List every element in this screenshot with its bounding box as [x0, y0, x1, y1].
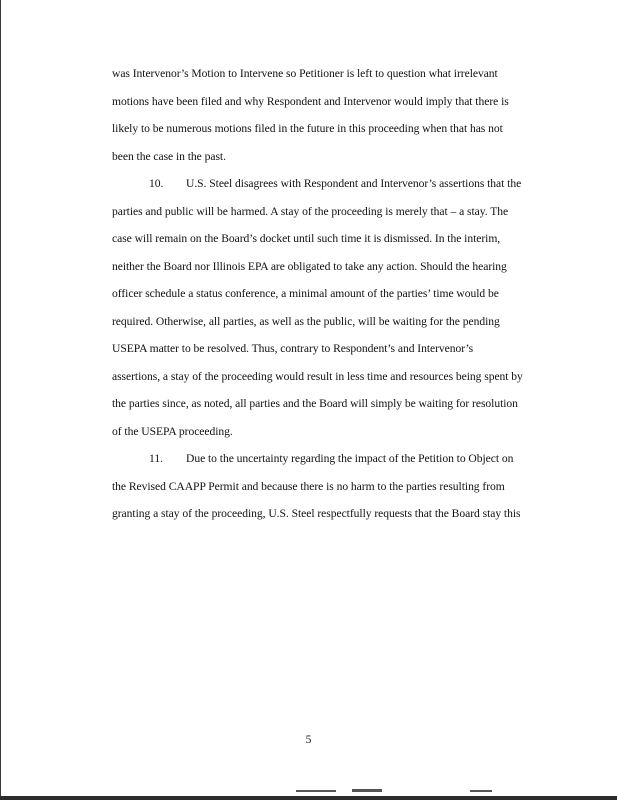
paragraph-number: 10. [149, 177, 164, 190]
paragraph-text: U.S. Steel disagrees with Respondent and Intervenor’s assertions that the [186, 177, 522, 190]
paragraph-number: 11. [149, 452, 163, 465]
text-line: granting a stay of the proceeding, U.S. Steel respectfully requests that the Board stay this [112, 507, 521, 520]
text-line: assertions, a stay of the proceeding would result in less time and resources being spent by [112, 370, 523, 383]
text-line: of the USEPA proceeding. [112, 425, 233, 438]
paragraph-text: Due to the uncertainty regarding the impact of the Petition to Object on [186, 452, 514, 465]
text-line: the parties since, as noted, all parties and the Board will simply be waiting for resolution [112, 397, 518, 410]
scan-artifact [296, 790, 336, 792]
scan-edge-left [0, 0, 1, 800]
page-number: 5 [305, 733, 312, 746]
paragraph-10-first-line [149, 177, 579, 191]
text-line: required. Otherwise, all parties, as well as the public, will be waiting for the pending [112, 315, 500, 328]
scan-artifact [352, 789, 382, 792]
scan-artifact [470, 790, 492, 792]
text-line: neither the Board nor Illinois EPA are obligated to take any action. Should the hearing [112, 260, 507, 273]
scan-edge-bottom [0, 796, 617, 800]
text-line: case will remain on the Board’s docket until such time it is dismissed. In the interim, [112, 232, 501, 245]
text-line: been the case in the past. [112, 150, 226, 163]
text-line: motions have been filed and why Respondent and Intervenor would imply that there is [112, 95, 509, 108]
text-line: USEPA matter to be resolved. Thus, contrary to Respondent’s and Intervenor’s [112, 342, 474, 355]
text-line: the Revised CAAPP Permit and because there is no harm to the parties resulting from [112, 480, 505, 493]
paragraph-11-first-line [149, 452, 579, 466]
text-line: was Intervenor’s Motion to Intervene so Petitioner is left to question what irrelevant [112, 67, 498, 80]
text-line: likely to be numerous motions filed in the future in this proceeding when that has not [112, 122, 503, 135]
text-line: officer schedule a status conference, a minimal amount of the parties’ time would be [112, 287, 499, 300]
text-line: parties and public will be harmed. A stay of the proceeding is merely that – a stay. The [112, 205, 509, 218]
